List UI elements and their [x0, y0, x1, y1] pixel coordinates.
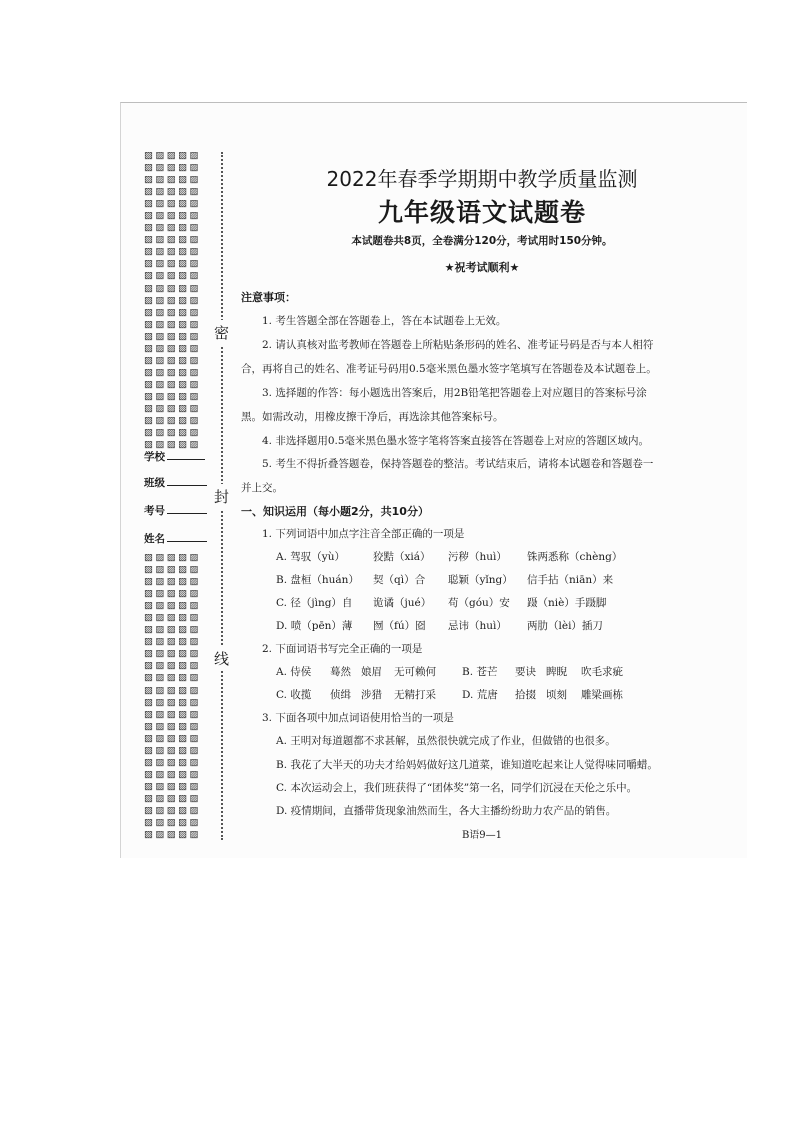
q2-option-d-word-4: 雕梁画栋 — [581, 689, 623, 701]
field-exam-number — [144, 503, 207, 518]
q1-option-b-word-4: 信手拈（niān）来 — [527, 574, 614, 586]
field-school-label: 学校 — [144, 451, 165, 463]
q1-option-d-word-4: 两肋（lèi）插刀 — [527, 620, 603, 632]
q2-option-b-word-2: 要诀 — [515, 666, 536, 678]
seal-char-feng: 封 — [214, 484, 229, 509]
q2-stem: 2. 下面词语书写完全正确的一项是 — [262, 643, 423, 655]
notice-line-3: 合，再将自己的姓名、准考证号码用0.5毫米黑色墨水签字笔填写在答题卷及本试题卷上。 — [241, 363, 657, 375]
q1-option-a-word-2: 狡黠（xiá） — [373, 551, 431, 563]
q1-option-c-word-4: 蹑（niè）手蹑脚 — [527, 597, 607, 609]
field-class — [144, 475, 207, 490]
field-class-blank[interactable] — [167, 477, 207, 486]
binding-pattern-top: ▨▨▨▨▨ ▨▨▨▨▨ ▨▨▨▨▨ ▨▨▨▨▨ ▨▨▨▨▨ ▨▨▨▨▨ ▨▨▨▨▨ ▨▨▨▨▨ ▨▨▨▨▨ ▨▨▨▨▨ ▨▨▨▨▨ ▨▨▨▨▨ ▨▨▨▨▨ ▨▨▨▨▨ ▨▨▨▨▨ ▨▨▨▨▨ ▨▨▨▨▨ ▨▨▨▨▨ ▨▨▨▨▨ ▨▨▨▨▨ ▨▨▨▨▨ ▨▨▨▨▨ ▨▨▨▨▨ ▨▨▨▨▨ ▨▨▨▨▨ — [144, 150, 201, 451]
notice-line-5: 黑。如需改动，用橡皮擦干净后，再选涂其他答案标号。 — [241, 411, 504, 423]
q3-option-d: D. 疫情期间，直播带货现象油然而生，各大主播纷纷助力农产品的销售。 — [276, 805, 617, 817]
field-name-blank[interactable] — [167, 533, 207, 542]
q2-option-b-word-1: B. 苍芒 — [462, 666, 498, 678]
q2-option-a-word-4: 无可赖何 — [394, 666, 436, 678]
q3-option-c: C. 本次运动会上，我们班获得了“团体奖”第一名，同学们沉浸在天伦之乐中。 — [276, 782, 638, 794]
q1-option-a-word-4: 铢两悉称（chèng） — [527, 551, 623, 563]
notice-line-7: 5. 考生不得折叠答题卷，保持答题卷的整洁。考试结束后，请将本试题卷和答题卷一 — [262, 458, 654, 470]
q3-option-a: A. 王明对每道题都不求甚解，虽然很快就完成了作业，但做错的也很多。 — [276, 735, 616, 747]
q1-option-a-word-1: A. 驾驭（yù） — [276, 551, 345, 563]
notice-heading: 注意事项： — [241, 291, 296, 304]
q2-option-a-word-3: 娘眉 — [361, 666, 382, 678]
field-school-blank[interactable] — [167, 451, 205, 460]
page-footer: B语9—1 — [461, 830, 503, 841]
q2-option-d-word-1: D. 荒唐 — [462, 689, 498, 701]
q2-option-c-word-2: 侦缉 — [330, 689, 351, 701]
seal-char-xian: 线 — [214, 646, 229, 671]
q2-option-d-word-3: 顷刻 — [546, 689, 567, 701]
notice-line-6: 4. 非选择题用0.5毫米黑色墨水签字笔将答案直接答在答题卷上对应的答题区域内。 — [262, 435, 650, 447]
field-school — [144, 449, 205, 464]
q1-option-d-word-1: D. 喷（pēn）薄 — [276, 620, 353, 632]
q2-option-a-word-2: 蓦然 — [330, 666, 351, 678]
field-name-label: 姓名 — [144, 533, 165, 545]
q2-option-c-word-1: C. 收揽 — [276, 689, 312, 701]
field-name — [144, 531, 207, 546]
notice-line-8: 并上交。 — [241, 482, 283, 494]
q2-option-b-word-3: 睥睨 — [546, 666, 567, 678]
q2-option-b-word-4: 吹毛求疵 — [581, 666, 623, 678]
q1-stem: 1. 下列词语中加点字注音全部正确的一项是 — [262, 528, 465, 540]
q2-option-c-word-4: 无精打采 — [394, 689, 436, 701]
q1-option-c-word-3: 苟（góu）安 — [448, 597, 510, 609]
exam-info: 本试题卷共8页，全卷满分120分，考试用时150分钟。 — [351, 235, 613, 247]
q1-option-d-word-2: 囫（fú）囵 — [373, 620, 426, 632]
q2-option-c-word-3: 涉猎 — [361, 689, 382, 701]
q3-option-b: B. 我花了大半天的功夫才给妈妈做好这几道菜，谁知道吃起来让人觉得味同嚼蜡。 — [276, 759, 658, 771]
q1-option-b-word-1: B. 盘桓（huán） — [276, 574, 359, 586]
field-class-label: 班级 — [144, 477, 165, 489]
exam-title-line1: 2022年春季学期期中教学质量监测 — [326, 167, 638, 191]
exam-wish: ★祝考试顺利★ — [444, 261, 520, 274]
section1-heading: 一、知识运用（每小题2分，共10分） — [241, 505, 429, 518]
field-exam-number-blank[interactable] — [167, 505, 207, 514]
q1-option-d-word-3: 忌讳（huì） — [448, 620, 507, 632]
q1-option-b-word-3: 聪颖（yǐng） — [448, 574, 513, 586]
q3-stem: 3. 下面各项中加点词语使用恰当的一项是 — [262, 712, 454, 724]
q1-option-a-word-3: 污秽（huì） — [448, 551, 507, 563]
binding-pattern-bottom: ▨▨▨▨▨ ▨▨▨▨▨ ▨▨▨▨▨ ▨▨▨▨▨ ▨▨▨▨▨ ▨▨▨▨▨ ▨▨▨▨▨ ▨▨▨▨▨ ▨▨▨▨▨ ▨▨▨▨▨ ▨▨▨▨▨ ▨▨▨▨▨ ▨▨▨▨▨ ▨▨▨▨▨ ▨▨▨▨▨ ▨▨▨▨▨ ▨▨▨▨▨ ▨▨▨▨▨ ▨▨▨▨▨ ▨▨▨▨▨ ▨▨▨▨▨ ▨▨▨▨▨ ▨▨▨▨▨ ▨▨▨▨▨ — [144, 552, 201, 841]
notice-line-4: 3. 选择题的作答：每小题选出答案后，用2B铅笔把答题卷上对应题目的答案标号涂 — [262, 387, 647, 399]
q2-option-d-word-2: 拾掇 — [515, 689, 536, 701]
notice-line-1: 1. 考生答题全部在答题卷上，答在本试题卷上无效。 — [262, 315, 507, 327]
exam-title-line2: 九年级语文试题卷 — [377, 198, 586, 227]
q1-option-c-word-2: 诡谲（jué） — [373, 597, 432, 609]
field-exam-number-label: 考号 — [144, 505, 165, 517]
q1-option-b-word-2: 契（qì）合 — [373, 574, 426, 586]
q1-option-c-word-1: C. 径（jìng）自 — [276, 597, 353, 609]
seal-char-mi: 密 — [214, 320, 229, 345]
q2-option-a-word-1: A. 侍侯 — [276, 666, 312, 678]
notice-line-2: 2. 请认真核对监考教师在答题卷上所粘贴条形码的姓名、准考证号码是否与本人相符 — [262, 339, 654, 351]
